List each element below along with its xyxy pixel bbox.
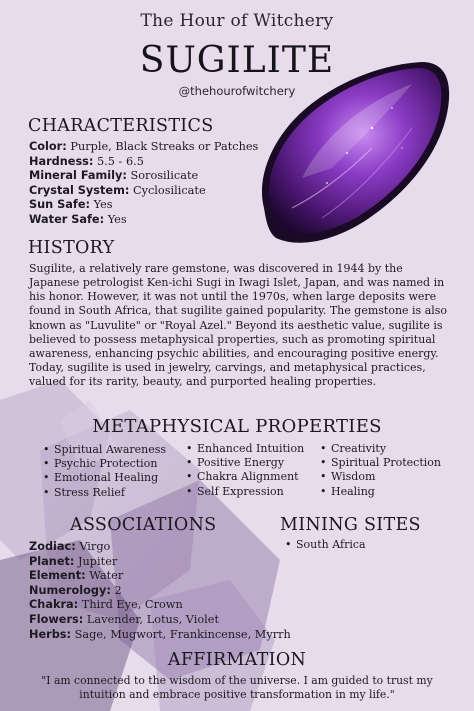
- associations-heading: ASSOCIATIONS: [70, 515, 217, 535]
- page-title: SUGILITE: [139, 40, 335, 81]
- metaphysical-heading: METAPHYSICAL PROPERTIES: [92, 416, 382, 437]
- characteristic-item: Water Safe: Yes: [29, 212, 127, 226]
- history-paragraph: Sugilite, a relatively rare gemstone, was discovered in 1944 by the Japanese petrologist Ken-ichi Sugi in Iwagi Islet, Japan, and was named in his honor. However, it was not until the 1970s, when large deposits were found in South Africa, that sugilite gained popularity. The gemstone is also known as "Luvulite" or "Royal Azel." Beyond its aesthetic value, sugilite is believed to possess metaphysical properties, such as promoting spiritual awareness, enhancing psychic abilities, and encouraging positive energy. Today, sugilite is used in jewelry, carvings, and metaphysical practices, valued for its rarity, beauty, and purported healing properties.: [29, 262, 448, 389]
- affirmation-quote: "I am connected to the wisdom of the universe. I am guided to trust my intuition and embrace positive transformation in my life.": [41, 674, 433, 701]
- history-heading: HISTORY: [28, 238, 115, 258]
- characteristic-item: Hardness: 5.5 - 6.5: [29, 154, 144, 168]
- list-item: • Self Expression: [186, 485, 304, 499]
- list-item: • Healing: [320, 485, 441, 499]
- association-item: Herbs: Sage, Mugwort, Frankincense, Myrrh: [29, 627, 291, 641]
- list-item: • Wisdom: [320, 470, 441, 484]
- characteristic-item: Crystal System: Cyclosilicate: [29, 183, 206, 197]
- association-item: Numerology: 2: [29, 583, 122, 597]
- list-item: • Spiritual Awareness: [43, 443, 166, 457]
- list-item: • Spiritual Protection: [320, 456, 441, 470]
- association-item: Element: Water: [29, 569, 124, 583]
- metaphysical-column-1: [43, 443, 166, 500]
- list-item: • Positive Energy: [186, 456, 304, 470]
- characteristic-item: Sun Safe: Yes: [29, 198, 113, 212]
- association-item: Planet: Jupiter: [29, 554, 118, 568]
- characteristics-list: [29, 140, 258, 228]
- characteristic-item: Mineral Family: Sorosilicate: [29, 169, 199, 183]
- list-item: • Emotional Healing: [43, 471, 166, 485]
- sugilite-stone-icon: [252, 58, 454, 250]
- list-item: • Psychic Protection: [43, 457, 166, 471]
- characteristic-item: Color: Purple, Black Streaks or Patches: [29, 140, 259, 153]
- affirmation-heading: AFFIRMATION: [167, 650, 307, 670]
- list-item: • Chakra Alignment: [186, 470, 304, 484]
- list-item: • Enhanced Intuition: [186, 442, 304, 456]
- metaphysical-column-3: [320, 442, 441, 499]
- list-item: • Creativity: [320, 442, 441, 456]
- mining-sites-heading: MINING SITES: [280, 515, 421, 535]
- brand-name: The Hour of Witchery: [140, 11, 334, 31]
- association-item: Flowers: Lavender, Lotus, Violet: [29, 612, 220, 626]
- metaphysical-column-2: [186, 442, 304, 499]
- mining-sites-list: [285, 538, 366, 552]
- association-item: Chakra: Third Eye, Crown: [29, 598, 183, 612]
- associations-list: [29, 540, 291, 642]
- association-item: Zodiac: Virgo: [29, 540, 111, 553]
- list-item: • South Africa: [285, 538, 366, 552]
- list-item: • Stress Relief: [43, 486, 166, 500]
- social-handle: @thehourofwitchery: [178, 84, 296, 98]
- characteristics-heading: CHARACTERISTICS: [28, 116, 214, 136]
